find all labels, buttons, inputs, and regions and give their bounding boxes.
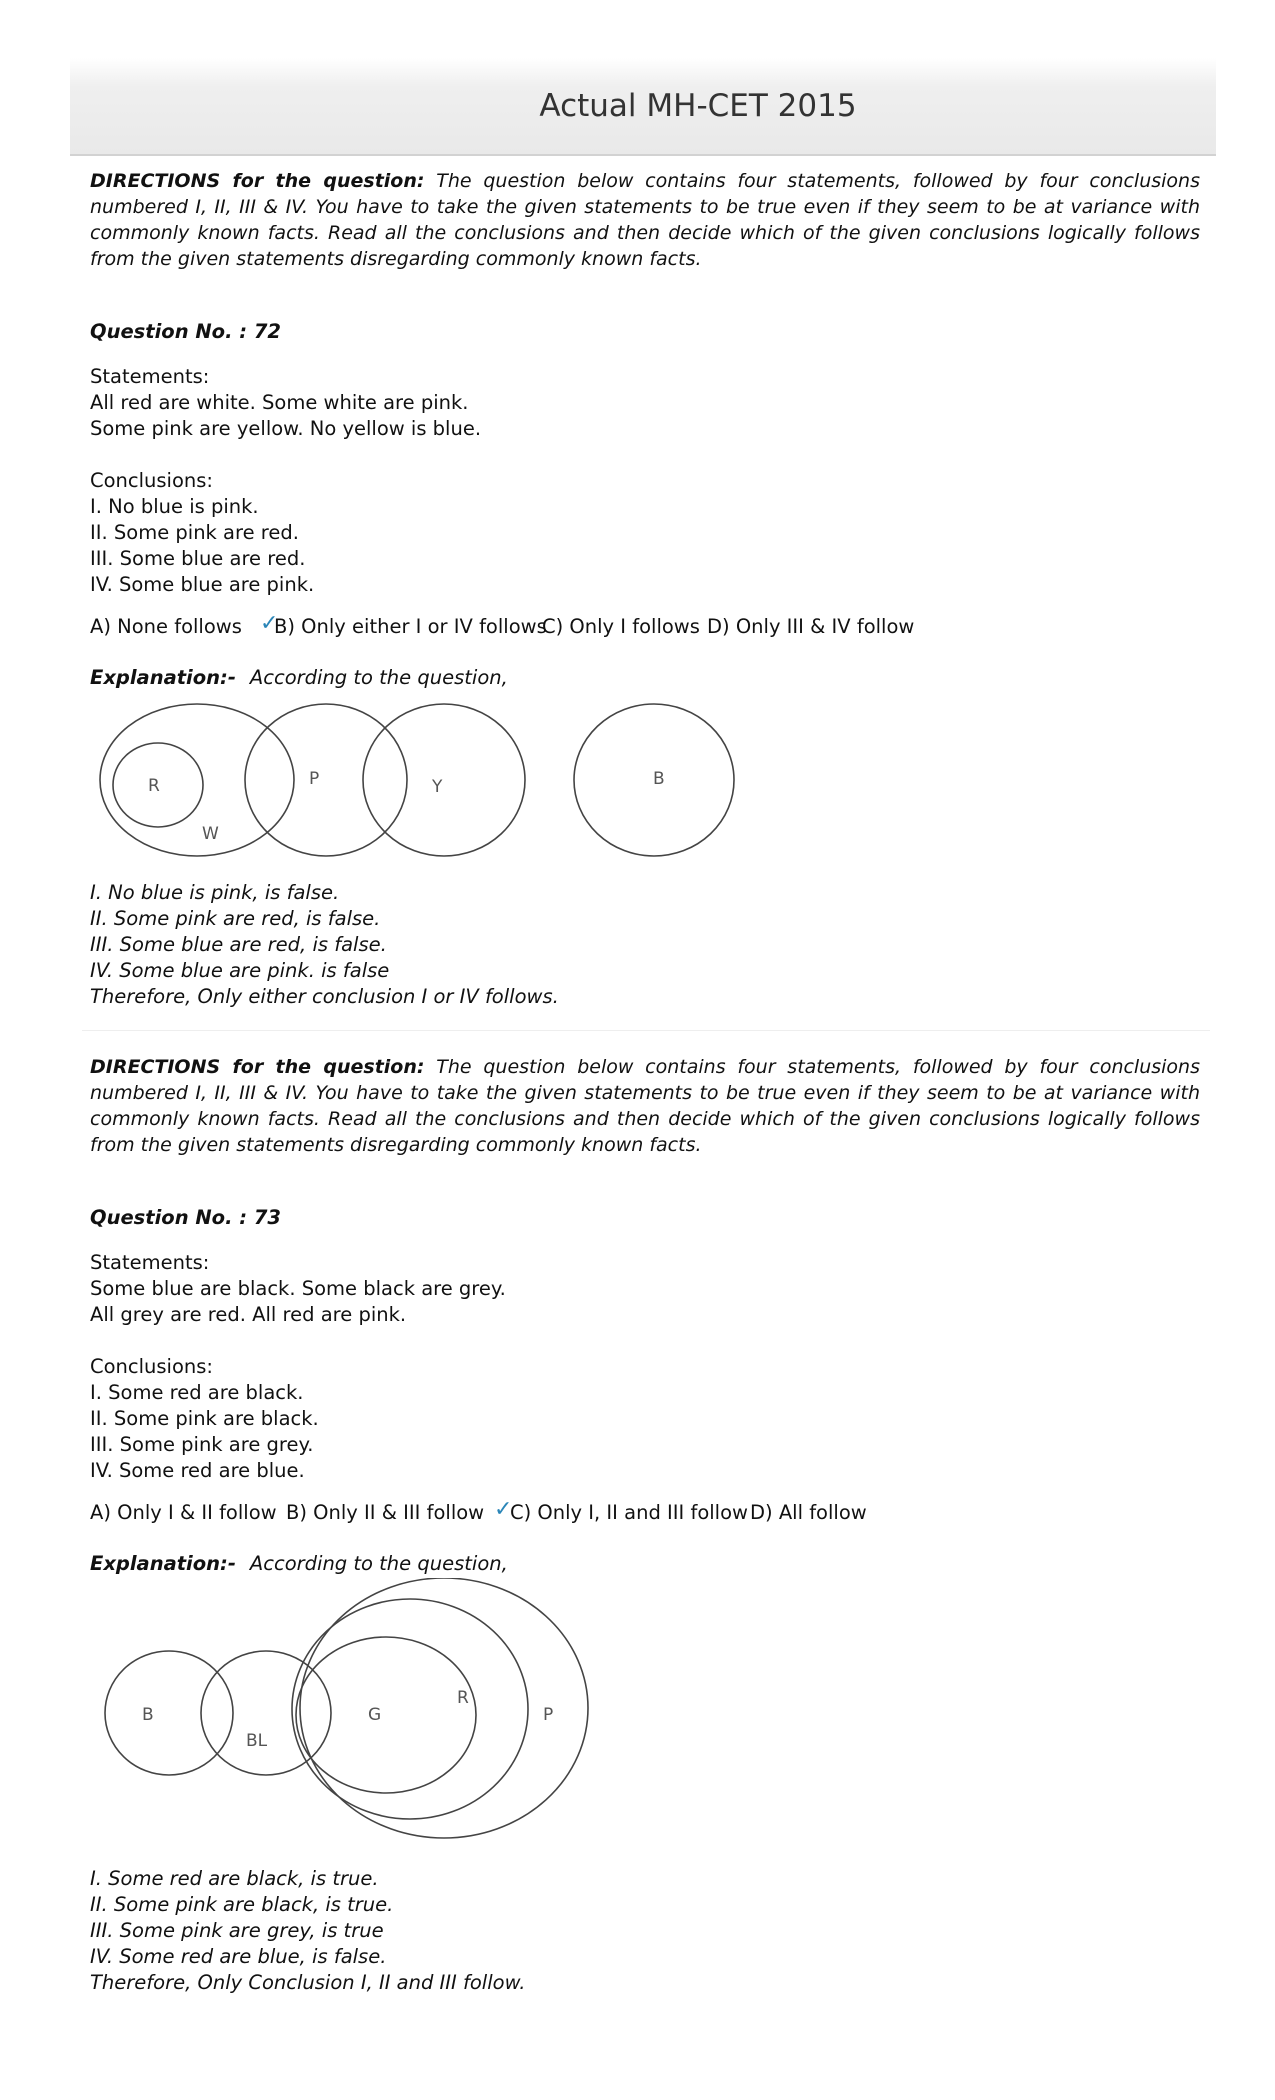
conclusion-line: III. Some pink are grey. bbox=[90, 1433, 314, 1456]
conclusions-label: Conclusions: bbox=[90, 1355, 213, 1378]
option-d[interactable]: D) All follow bbox=[750, 1501, 867, 1524]
statements-label: Statements: bbox=[90, 365, 210, 388]
explanation-header-q73 bbox=[90, 1552, 1200, 1575]
statements-q72 bbox=[90, 364, 1200, 442]
conclusion-line: II. Some pink are black. bbox=[90, 1407, 319, 1430]
conclusions-q72 bbox=[90, 468, 1200, 598]
venn-label-r: R bbox=[457, 1688, 469, 1708]
option-a[interactable]: A) None follows bbox=[90, 615, 242, 638]
options-q72 bbox=[90, 611, 1200, 640]
conclusion-line: I. Some red are black. bbox=[90, 1381, 304, 1404]
conclusions-label: Conclusions: bbox=[90, 469, 213, 492]
venn-label-b: B bbox=[142, 1705, 154, 1725]
option-c[interactable]: C) Only I follows bbox=[542, 615, 700, 638]
statement-line: Some blue are black. Some black are grey. bbox=[90, 1277, 506, 1300]
explanation-line: IV. Some blue are pink. is false bbox=[90, 959, 390, 982]
explanation-line: Therefore, Only Conclusion I, II and III follow. bbox=[90, 1971, 526, 1994]
explanation-label: Explanation:- bbox=[90, 1552, 236, 1575]
page-header bbox=[70, 58, 1216, 156]
explanation-q73 bbox=[90, 1866, 1200, 1996]
directions-label: DIRECTIONS for the question: bbox=[90, 170, 425, 192]
correct-answer-check-icon: ✓ bbox=[260, 611, 279, 636]
explanation-line: II. Some pink are black, is true. bbox=[90, 1893, 394, 1916]
explanation-line: III. Some blue are red, is false. bbox=[90, 933, 387, 956]
venn-circle-pink bbox=[245, 704, 407, 856]
explanation-intro: According to the question, bbox=[249, 666, 508, 689]
correct-answer-check-icon: ✓ bbox=[494, 1497, 513, 1522]
explanation-q72 bbox=[90, 880, 1200, 1010]
option-b[interactable]: B) Only II & III follow bbox=[286, 1501, 485, 1524]
option-c[interactable]: C) Only I, II and III follow bbox=[510, 1501, 748, 1524]
directions-q73 bbox=[90, 1054, 1200, 1158]
directions-label: DIRECTIONS for the question: bbox=[90, 1056, 425, 1078]
venn-diagram-q73 bbox=[90, 1578, 610, 1850]
venn-label-g: G bbox=[368, 1705, 382, 1725]
statement-line: All red are white. Some white are pink. bbox=[90, 391, 469, 414]
statement-line: Some pink are yellow. No yellow is blue. bbox=[90, 417, 482, 440]
explanation-header-q72 bbox=[90, 666, 1200, 689]
statement-line: All grey are red. All red are pink. bbox=[90, 1303, 407, 1326]
venn-label-y: Y bbox=[432, 777, 443, 797]
venn-circle-blue bbox=[105, 1651, 233, 1775]
explanation-intro: According to the question, bbox=[249, 1552, 508, 1575]
explanation-line: III. Some pink are grey, is true bbox=[90, 1919, 384, 1942]
venn-circle-white bbox=[100, 704, 294, 856]
venn-circle-yellow bbox=[363, 704, 525, 856]
question-number: Question No. : 73 bbox=[90, 1206, 282, 1229]
venn-label-bl: BL bbox=[246, 1731, 268, 1751]
venn-diagram-q72 bbox=[90, 700, 770, 870]
conclusion-line: IV. Some blue are pink. bbox=[90, 573, 315, 596]
option-a[interactable]: A) Only I & II follow bbox=[90, 1501, 277, 1524]
option-d[interactable]: D) Only III & IV follow bbox=[707, 615, 915, 638]
statements-label: Statements: bbox=[90, 1251, 210, 1274]
venn-circle-grey bbox=[296, 1637, 476, 1793]
venn-label-b: B bbox=[653, 769, 665, 789]
explanation-line: Therefore, Only either conclusion I or IV follows. bbox=[90, 985, 559, 1008]
venn-label-p: P bbox=[309, 769, 320, 789]
conclusion-line: IV. Some red are blue. bbox=[90, 1459, 305, 1482]
venn-label-r: R bbox=[148, 776, 160, 796]
venn-label-p: P bbox=[543, 1705, 554, 1725]
conclusion-line: I. No blue is pink. bbox=[90, 495, 259, 518]
explanation-label: Explanation:- bbox=[90, 666, 236, 689]
conclusions-q73 bbox=[90, 1354, 1200, 1484]
statements-q73 bbox=[90, 1250, 1200, 1328]
question-divider bbox=[82, 1030, 1210, 1031]
question-number: Question No. : 72 bbox=[90, 320, 282, 343]
directions-text: The question below contains four statements, followed by four conclusions numbered I, II, III & IV. You have to take the given statements to be true even if they seem to be at variance with commonly known facts. Read all the conclusions and then decide which of the given conclusions logically follows from the given statements disregarding commonly known facts. bbox=[90, 1056, 1200, 1156]
options-q73 bbox=[90, 1497, 1200, 1526]
explanation-line: II. Some pink are red, is false. bbox=[90, 907, 381, 930]
directions-text: The question below contains four statements, followed by four conclusions numbered I, II, III & IV. You have to take the given statements to be true even if they seem to be at variance with commonly known facts. Read all the conclusions and then decide which of the given conclusions logically follows from the given statements disregarding commonly known facts. bbox=[90, 170, 1200, 270]
venn-circle-black bbox=[201, 1651, 331, 1775]
explanation-line: I. No blue is pink, is false. bbox=[90, 881, 340, 904]
explanation-line: I. Some red are black, is true. bbox=[90, 1867, 379, 1890]
page-title: Actual MH-CET 2015 bbox=[539, 88, 857, 124]
option-b[interactable]: B) Only either I or IV follows bbox=[274, 615, 547, 638]
conclusion-line: III. Some blue are red. bbox=[90, 547, 306, 570]
explanation-line: IV. Some red are blue, is false. bbox=[90, 1945, 387, 1968]
directions-q72 bbox=[90, 168, 1200, 272]
venn-label-w: W bbox=[202, 824, 219, 844]
conclusion-line: II. Some pink are red. bbox=[90, 521, 299, 544]
